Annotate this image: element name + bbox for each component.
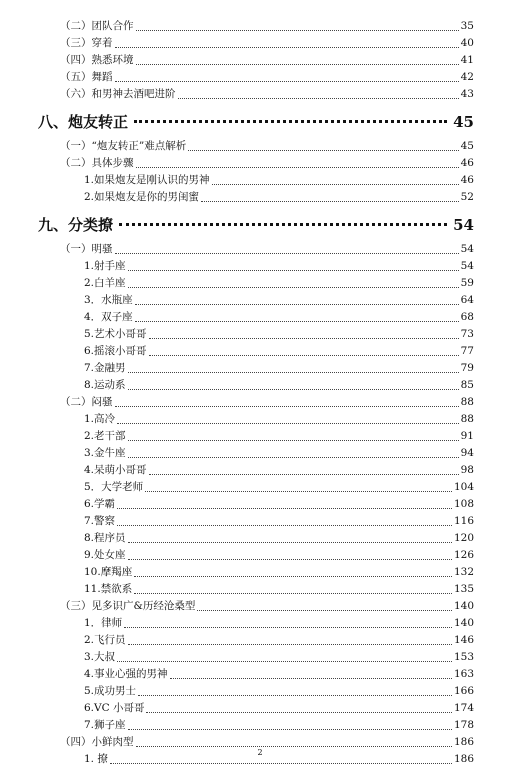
toc-entry-title: 4.事业心强的男神 [84,668,168,680]
toc-entry-title: （二）具体步骤 [60,157,134,169]
toc-entry-title: 1.射手座 [84,260,126,272]
toc-section-entry[interactable] [38,155,474,172]
toc-entry-title: （一）明骚 [60,243,113,255]
dot-leader [201,201,459,202]
toc-entry-title: 4．双子座 [84,311,133,323]
toc-entry-title: （二）闷骚 [60,396,113,408]
dot-leader [149,338,459,339]
toc-entry-title: （四）小鲜肉型 [60,736,134,748]
toc-subsection-entry[interactable] [38,530,474,547]
dot-leader [136,30,459,31]
toc-entry-title: 1.高冷 [84,413,116,425]
toc-entry-title: （一）“炮友转正”难点解析 [60,140,187,152]
toc-section-entry[interactable] [38,52,474,69]
dot-leader [117,423,459,424]
toc-entry-page: 94 [460,447,474,459]
toc-entry-page: 43 [460,88,474,100]
toc-entry-page: 45 [453,112,474,131]
toc-entry-page: 68 [460,311,474,323]
toc-section-entry[interactable] [38,241,474,258]
toc-entry-page: 166 [453,685,474,697]
toc-entry-page: 104 [453,481,474,493]
toc-section-entry[interactable] [38,18,474,35]
toc-entry-title: 2.老干部 [84,430,126,442]
toc-entry-page: 54 [460,243,474,255]
toc-entry-title: 7.狮子座 [84,719,126,731]
toc-entry-title: 6.VC 小哥哥 [84,702,145,714]
dot-leader [134,120,447,123]
toc-entry-title: 九、分类撩 [38,215,114,234]
dot-leader [136,64,459,65]
dot-leader [128,729,452,730]
dot-leader [212,184,459,185]
toc-entry-page: 35 [460,20,474,32]
toc-entry-title: 3.金牛座 [84,447,126,459]
toc-entry-page: 54 [453,215,474,234]
toc-entry-title: 3.大叔 [84,651,116,663]
dot-leader [128,270,459,271]
dot-leader [145,491,452,492]
dot-leader [110,763,452,764]
toc-entry-page: 140 [453,600,474,612]
toc-subsection-entry[interactable] [38,717,474,734]
toc-subsection-entry[interactable] [38,462,474,479]
dot-leader [117,508,452,509]
toc-entry-page: 88 [460,396,474,408]
toc-entry-page: 46 [460,157,474,169]
toc-entry-page: 73 [460,328,474,340]
dot-leader [128,644,452,645]
toc-entry-page: 186 [453,736,474,748]
toc-entry-title: 5.艺术小哥哥 [84,328,147,340]
dot-leader [128,440,459,441]
toc-entry-title: 1. 撩 [84,753,108,765]
toc-subsection-entry[interactable] [38,411,474,428]
dot-leader [136,167,459,168]
toc-entry-title: 5．大学老师 [84,481,144,493]
toc-entry-title: 7.警察 [84,515,116,527]
toc-entry-title: 8.运动系 [84,379,126,391]
toc-subsection-entry[interactable] [38,564,474,581]
toc-entry-title: 6.摇滚小哥哥 [84,345,147,357]
toc-entry-page: 41 [460,54,474,66]
dot-leader [115,406,459,407]
toc-entry-page: 153 [453,651,474,663]
dot-leader [149,355,459,356]
toc-entry-title: 1.如果炮友是刚认识的男神 [84,174,210,186]
toc-subsection-entry[interactable] [38,172,474,189]
toc-entry-title: （五）舞蹈 [60,71,113,83]
dot-leader [128,457,459,458]
toc-subsection-entry[interactable] [38,309,474,326]
toc-subsection-entry[interactable] [38,666,474,683]
toc-subsection-entry[interactable] [38,632,474,649]
toc-section-entry[interactable] [38,35,474,52]
toc-entry-title: 八、炮友转正 [38,112,129,131]
dot-leader [128,559,452,560]
toc-subsection-entry[interactable] [38,428,474,445]
toc-entry-page: 59 [460,277,474,289]
dot-leader [149,474,459,475]
toc-entry-title: （三）见多识广&历经沧桑型 [60,600,196,612]
toc-section-entry[interactable] [38,394,474,411]
dot-leader [117,661,452,662]
toc-entry-title: 2.如果炮友是你的男闺蜜 [84,191,200,203]
toc-entry-page: 91 [460,430,474,442]
toc-chapter-entry[interactable] [38,103,474,138]
toc-entry-page: 163 [453,668,474,680]
toc-entry-page: 178 [453,719,474,731]
dot-leader [135,304,459,305]
toc-entry-title: 9.处女座 [84,549,126,561]
dot-leader [134,593,452,594]
toc-subsection-entry[interactable] [38,343,474,360]
toc-entry-page: 146 [453,634,474,646]
dot-leader [197,610,452,611]
toc-entry-page: 120 [453,532,474,544]
toc-entry-page: 135 [453,583,474,595]
dot-leader [119,223,447,226]
toc-entry-page: 85 [460,379,474,391]
toc-subsection-entry[interactable] [38,700,474,717]
toc-subsection-entry[interactable] [38,360,474,377]
toc-subsection-entry[interactable] [38,258,474,275]
toc-entry-title: （三）穿着 [60,37,113,49]
toc-entry-title: 5.成功男士 [84,685,137,697]
dot-leader [178,98,459,99]
toc-entry-page: 186 [453,753,474,765]
toc-entry-page: 54 [460,260,474,272]
toc-subsection-entry[interactable] [38,547,474,564]
toc-chapter-entry[interactable] [38,206,474,241]
toc-entry-page: 108 [453,498,474,510]
dot-leader [128,389,459,390]
toc-entry-page: 40 [460,37,474,49]
toc-entry-page: 42 [460,71,474,83]
toc-entry-title: 8.程序员 [84,532,126,544]
toc-entry-title: 10.摩羯座 [84,566,133,578]
dot-leader [117,525,452,526]
toc-subsection-entry[interactable] [38,292,474,309]
dot-leader [188,150,458,151]
dot-leader [115,253,459,254]
toc-entry-page: 52 [460,191,474,203]
toc-entry-page: 64 [460,294,474,306]
toc-section-entry[interactable] [38,598,474,615]
toc-entry-page: 132 [453,566,474,578]
toc-entry-page: 126 [453,549,474,561]
toc-subsection-entry[interactable] [38,326,474,343]
toc-subsection-entry[interactable] [38,377,474,394]
toc-subsection-entry[interactable] [38,275,474,292]
table-of-contents [38,18,474,768]
toc-entry-title: 6.学霸 [84,498,116,510]
dot-leader [135,321,459,322]
toc-entry-page: 174 [453,702,474,714]
toc-entry-title: （六）和男神去酒吧进阶 [60,88,176,100]
toc-subsection-entry[interactable] [38,479,474,496]
toc-entry-title: 2.飞行员 [84,634,126,646]
toc-subsection-entry[interactable] [38,445,474,462]
toc-subsection-entry[interactable] [38,513,474,530]
toc-section-entry[interactable] [38,69,474,86]
dot-leader [146,712,451,713]
page-number: 2 [257,748,263,757]
toc-entry-title: 1．律师 [84,617,123,629]
dot-leader [128,287,459,288]
toc-entry-title: 7.金融男 [84,362,126,374]
toc-entry-title: （二）团队合作 [60,20,134,32]
dot-leader [115,81,459,82]
toc-section-entry[interactable] [38,86,474,103]
toc-subsection-entry[interactable] [38,683,474,700]
dot-leader [128,542,452,543]
toc-section-entry[interactable] [38,138,474,155]
toc-subsection-entry[interactable] [38,189,474,206]
toc-entry-page: 45 [460,140,474,152]
dot-leader [115,47,459,48]
toc-entry-title: 3．水瓶座 [84,294,133,306]
dot-leader [134,576,452,577]
toc-subsection-entry[interactable] [38,615,474,632]
dot-leader [136,746,452,747]
dot-leader [138,695,452,696]
toc-subsection-entry[interactable] [38,649,474,666]
toc-subsection-entry[interactable] [38,581,474,598]
toc-entry-title: 11.禁欲系 [84,583,133,595]
toc-entry-page: 46 [460,174,474,186]
dot-leader [128,372,459,373]
dot-leader [124,627,452,628]
toc-entry-page: 140 [453,617,474,629]
toc-entry-title: 4.呆萌小哥哥 [84,464,147,476]
toc-entry-page: 79 [460,362,474,374]
toc-entry-page: 116 [453,515,474,527]
toc-entry-page: 88 [460,413,474,425]
toc-subsection-entry[interactable] [38,496,474,513]
toc-entry-page: 77 [460,345,474,357]
toc-entry-title: 2.白羊座 [84,277,126,289]
dot-leader [170,678,452,679]
toc-entry-page: 98 [460,464,474,476]
toc-entry-title: （四）熟悉环境 [60,54,134,66]
